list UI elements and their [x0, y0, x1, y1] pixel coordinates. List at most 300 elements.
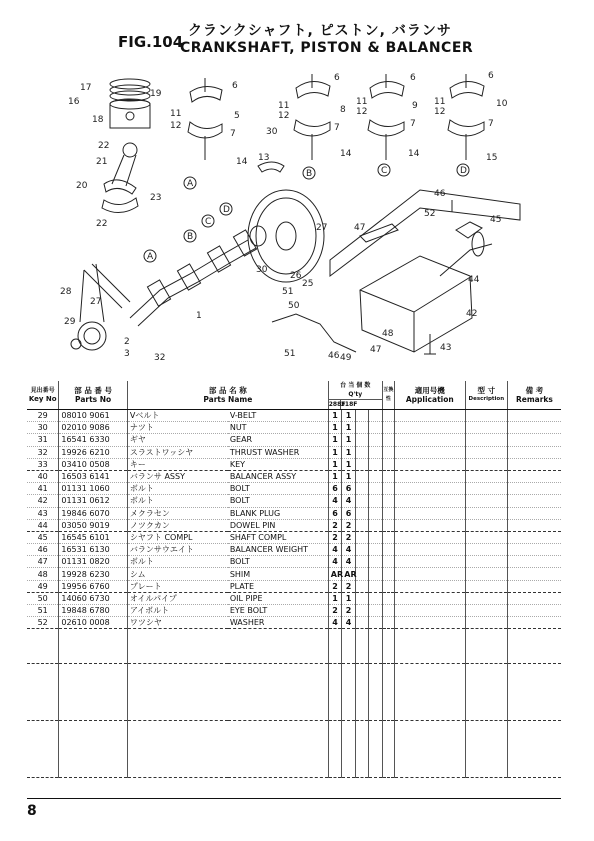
blank-cell — [465, 709, 507, 721]
callout-2: 2 — [124, 337, 130, 347]
qty-288f-cell: 2 — [328, 605, 342, 617]
blank-cell — [369, 743, 383, 754]
blank-cell — [355, 766, 369, 778]
qty-blank-cell — [369, 568, 383, 580]
qty-318f-cell: 2 — [342, 519, 356, 531]
blank-cell — [394, 709, 465, 721]
callout-6d: 6 — [488, 71, 494, 81]
blank-cell — [465, 675, 507, 686]
table-row — [27, 507, 561, 519]
blank-cell — [394, 652, 465, 664]
parts-no-cell: 16541 6330 — [59, 434, 128, 446]
qty-318f-cell: 4 — [342, 544, 356, 556]
callout-11b: 11 — [278, 101, 290, 111]
blank-cell — [59, 720, 128, 732]
header-qty-jp: 台 当 個 数 — [340, 382, 371, 389]
application-cell — [394, 580, 465, 592]
qty-318f-cell: 2 — [342, 531, 356, 543]
name-en-cell: BOLT — [228, 556, 328, 568]
blank-cell — [127, 766, 227, 778]
piston-rings-drawing — [110, 79, 150, 101]
application-cell — [394, 507, 465, 519]
blank-cell — [27, 743, 59, 754]
remarks-cell — [507, 410, 561, 422]
callout-43: 47 — [370, 345, 382, 355]
blank-cell — [27, 686, 59, 697]
interchange-cell — [382, 507, 394, 519]
blank-cell — [228, 629, 328, 641]
blank-cell — [394, 766, 465, 778]
qty-blank-cell — [355, 483, 369, 495]
remarks-cell — [507, 422, 561, 434]
callout-9: 9 — [412, 101, 418, 111]
blank-cell — [127, 675, 227, 686]
blank-cell — [342, 766, 356, 778]
parts-no-cell: 01131 0612 — [59, 495, 128, 507]
callout-40: 42 — [466, 309, 478, 319]
callout-42: 46 — [328, 351, 340, 361]
marker-d-shaft: D — [223, 205, 230, 215]
blank-cell — [507, 720, 561, 732]
blank-cell — [127, 629, 227, 641]
blank-cell — [394, 754, 465, 765]
application-cell — [394, 458, 465, 470]
interchange-cell — [382, 556, 394, 568]
header-key-jp: 見出番号 — [30, 387, 55, 394]
name-en-cell: PLATE — [228, 580, 328, 592]
name-jp-cell: スラストワッシヤ — [127, 446, 227, 458]
callout-49: 49 — [340, 353, 352, 363]
table-row — [27, 580, 561, 592]
bolt-drawing — [424, 334, 436, 354]
table-row — [27, 519, 561, 531]
blank-cell — [394, 641, 465, 652]
blank-cell — [369, 629, 383, 641]
blank-cell — [369, 720, 383, 732]
blank-cell — [59, 652, 128, 664]
interchange-cell — [382, 580, 394, 592]
header-desc-jp: 型 寸 — [477, 386, 496, 395]
key-no-cell: 49 — [27, 580, 59, 592]
blank-cell — [228, 652, 328, 664]
blank-cell — [59, 698, 128, 709]
callout-25: 25 — [302, 279, 314, 289]
parts-no-cell: 01131 0820 — [59, 556, 128, 568]
name-en-cell: KEY — [228, 458, 328, 470]
qty-288f-cell: 1 — [328, 422, 342, 434]
remarks-cell — [507, 580, 561, 592]
remarks-cell — [507, 617, 561, 629]
blank-cell — [228, 743, 328, 754]
name-jp-cell: ワツシヤ — [127, 617, 227, 629]
application-cell — [394, 519, 465, 531]
description-cell — [465, 531, 507, 543]
parts-no-cell: 19928 6230 — [59, 568, 128, 580]
blank-cell — [382, 720, 394, 732]
parts-list — [27, 381, 561, 778]
name-jp-cell: シム — [127, 568, 227, 580]
blank-cell — [59, 743, 128, 754]
blank-row — [27, 754, 561, 765]
blank-cell — [507, 709, 561, 721]
qty-288f-cell: 1 — [328, 592, 342, 604]
bearing-set-d — [448, 74, 484, 160]
qty-blank-cell — [369, 531, 383, 543]
blank-cell — [342, 732, 356, 743]
nut-drawing — [71, 339, 81, 349]
name-jp-cell: バランサウエイト — [127, 544, 227, 556]
blank-cell — [228, 732, 328, 743]
description-cell — [465, 556, 507, 568]
blank-cell — [507, 766, 561, 778]
header-interchange-text: 互換性 — [383, 387, 394, 402]
table-row — [27, 544, 561, 556]
callout-51b: 51 — [284, 349, 296, 359]
header-name-jp: 部 品 名 称 — [208, 386, 247, 395]
qty-318f-cell: 1 — [342, 410, 356, 422]
qty-blank-cell — [355, 617, 369, 629]
blank-cell — [328, 754, 342, 765]
callout-46: 45 — [490, 215, 502, 225]
blank-cell — [355, 732, 369, 743]
application-cell — [394, 446, 465, 458]
name-jp-cell: プレート — [127, 580, 227, 592]
application-cell — [394, 592, 465, 604]
blank-cell — [228, 675, 328, 686]
blank-cell — [228, 663, 328, 675]
description-cell — [465, 446, 507, 458]
callout-17: 17 — [80, 83, 92, 93]
blank-cell — [355, 698, 369, 709]
qty-288f-cell: 2 — [328, 580, 342, 592]
callout-27: 27 — [316, 223, 328, 233]
name-jp-cell: オイルパイプ — [127, 592, 227, 604]
name-en-cell: SHAFT COMPL — [228, 531, 328, 543]
blank-cell — [355, 686, 369, 697]
qty-blank-cell — [355, 410, 369, 422]
blank-cell — [369, 709, 383, 721]
header-interchange — [382, 381, 394, 410]
parts-no-cell: 16531 6130 — [59, 544, 128, 556]
blank-cell — [342, 754, 356, 765]
blank-row — [27, 709, 561, 721]
blank-cell — [59, 754, 128, 765]
blank-cell — [328, 629, 342, 641]
blank-cell — [465, 652, 507, 664]
callout-1: 1 — [196, 311, 202, 321]
marker-b-shaft: B — [187, 232, 194, 242]
blank-cell — [328, 743, 342, 754]
header-key-en: Key No — [28, 395, 57, 403]
table-row — [27, 568, 561, 580]
blank-cell — [228, 720, 328, 732]
name-jp-cell: ナツト — [127, 422, 227, 434]
blank-cell — [394, 698, 465, 709]
blank-cell — [127, 743, 227, 754]
header-parts-name — [127, 381, 328, 410]
header-description — [465, 381, 507, 410]
callout-14c: 14 — [408, 149, 420, 159]
blank-cell — [228, 754, 328, 765]
qty-288f-cell: 1 — [328, 434, 342, 446]
qty-blank-cell — [369, 470, 383, 482]
qty-318f-cell: 2 — [342, 580, 356, 592]
blank-cell — [228, 709, 328, 721]
parts-no-cell: 19846 6070 — [59, 507, 128, 519]
blank-cell — [328, 709, 342, 721]
blank-cell — [355, 754, 369, 765]
application-cell — [394, 544, 465, 556]
qty-blank-cell — [369, 544, 383, 556]
qty-blank-cell — [369, 519, 383, 531]
remarks-cell — [507, 495, 561, 507]
qty-318f-cell: 1 — [342, 422, 356, 434]
remarks-cell — [507, 483, 561, 495]
blank-cell — [507, 663, 561, 675]
qty-288f-cell: 4 — [328, 556, 342, 568]
blank-cell — [228, 766, 328, 778]
blank-cell — [507, 754, 561, 765]
qty-blank-cell — [355, 422, 369, 434]
connecting-rod-drawing — [102, 143, 138, 213]
blank-cell — [382, 709, 394, 721]
parts-no-cell: 03410 0508 — [59, 458, 128, 470]
header-rem-jp: 備 考 — [525, 386, 544, 395]
blank-cell — [369, 698, 383, 709]
parts-no-cell: 19956 6760 — [59, 580, 128, 592]
key-no-cell: 41 — [27, 483, 59, 495]
blank-cell — [59, 629, 128, 641]
interchange-cell — [382, 495, 394, 507]
blank-cell — [394, 720, 465, 732]
remarks-cell — [507, 446, 561, 458]
callout-15: 15 — [486, 153, 498, 163]
qty-blank-cell — [369, 556, 383, 568]
key-no-cell: 45 — [27, 531, 59, 543]
blank-cell — [382, 766, 394, 778]
application-cell — [394, 470, 465, 482]
remarks-cell — [507, 434, 561, 446]
qty-288f-cell: 1 — [328, 446, 342, 458]
blank-cell — [27, 629, 59, 641]
remarks-cell — [507, 519, 561, 531]
key-no-cell: 48 — [27, 568, 59, 580]
callout-28: 27 — [90, 297, 102, 307]
table-row — [27, 483, 561, 495]
blank-cell — [27, 652, 59, 664]
interchange-cell — [382, 531, 394, 543]
bearing-set-b — [294, 74, 330, 160]
header-model-288f: 288F — [328, 401, 346, 408]
application-cell — [394, 434, 465, 446]
callout-18: 18 — [92, 115, 104, 125]
blank-cell — [328, 663, 342, 675]
qty-288f-cell: 1 — [328, 458, 342, 470]
callout-5: 5 — [234, 111, 240, 121]
belt-drawing — [78, 264, 130, 350]
qty-318f-cell: 1 — [342, 458, 356, 470]
header-application — [394, 381, 465, 410]
blank-cell — [369, 675, 383, 686]
description-cell — [465, 422, 507, 434]
key-no-cell: 42 — [27, 495, 59, 507]
blank-cell — [355, 641, 369, 652]
callout-14a: 14 — [236, 157, 248, 167]
qty-blank-cell — [355, 592, 369, 604]
blank-cell — [342, 675, 356, 686]
header-qty-en: Q'ty — [348, 391, 363, 398]
name-jp-cell: メクラセン — [127, 507, 227, 519]
application-cell — [394, 617, 465, 629]
position-markers — [144, 164, 469, 262]
table-row — [27, 470, 561, 482]
blank-cell — [59, 641, 128, 652]
callout-48: 47 — [354, 223, 366, 233]
qty-288f-cell: 1 — [328, 410, 342, 422]
interchange-cell — [382, 458, 394, 470]
parts-no-cell: 02610 0008 — [59, 617, 128, 629]
key-no-cell: 32 — [27, 446, 59, 458]
description-cell — [465, 605, 507, 617]
blank-cell — [342, 663, 356, 675]
blank-cell — [394, 675, 465, 686]
blank-cell — [465, 686, 507, 697]
callout-21: 21 — [96, 157, 108, 167]
blank-cell — [507, 675, 561, 686]
qty-blank-cell — [369, 507, 383, 519]
description-cell — [465, 519, 507, 531]
callout-47: 46 — [434, 189, 446, 199]
blank-cell — [507, 743, 561, 754]
blank-cell — [342, 698, 356, 709]
oil-pipe-drawing — [272, 314, 356, 352]
application-cell — [394, 568, 465, 580]
blank-cell — [27, 698, 59, 709]
description-cell — [465, 483, 507, 495]
blank-cell — [355, 743, 369, 754]
blank-cell — [465, 754, 507, 765]
key-no-cell: 50 — [27, 592, 59, 604]
name-en-cell: BLANK PLUG — [228, 507, 328, 519]
blank-cell — [355, 720, 369, 732]
blank-row — [27, 766, 561, 778]
blank-cell — [465, 766, 507, 778]
name-en-cell: BOLT — [228, 495, 328, 507]
interchange-cell — [382, 617, 394, 629]
blank-cell — [382, 732, 394, 743]
key-no-cell: 47 — [27, 556, 59, 568]
name-en-cell: EYE BOLT — [228, 605, 328, 617]
blank-cell — [382, 652, 394, 664]
qty-318f-cell: 1 — [342, 470, 356, 482]
blank-cell — [355, 629, 369, 641]
blank-row — [27, 698, 561, 709]
blank-cell — [127, 686, 227, 697]
blank-cell — [127, 709, 227, 721]
callout-24: 23 — [150, 193, 162, 203]
callout-8: 8 — [340, 105, 346, 115]
interchange-cell — [382, 519, 394, 531]
callout-12a: 12 — [170, 121, 182, 131]
description-cell — [465, 458, 507, 470]
parts-no-cell: 08010 9061 — [59, 410, 128, 422]
application-cell — [394, 495, 465, 507]
description-cell — [465, 434, 507, 446]
application-cell — [394, 531, 465, 543]
header-app-jp: 適用号機 — [414, 386, 445, 395]
name-en-cell: NUT — [228, 422, 328, 434]
blank-cell — [342, 709, 356, 721]
qty-318f-cell: 6 — [342, 483, 356, 495]
marker-a-top: A — [187, 179, 194, 189]
name-en-cell: OIL PIPE — [228, 592, 328, 604]
blank-cell — [394, 663, 465, 675]
blank-cell — [507, 698, 561, 709]
qty-288f-cell: 4 — [328, 617, 342, 629]
qty-blank-cell — [369, 617, 383, 629]
blank-cell — [355, 663, 369, 675]
figure-number: FIG.104 — [118, 33, 184, 51]
blank-cell — [465, 629, 507, 641]
blank-cell — [228, 686, 328, 697]
qty-288f-cell: AR — [328, 568, 342, 580]
callout-13: 13 — [258, 153, 270, 163]
blank-cell — [59, 686, 128, 697]
qty-318f-cell: 4 — [342, 495, 356, 507]
qty-318f-cell: 2 — [342, 605, 356, 617]
qty-blank-cell — [369, 605, 383, 617]
remarks-cell — [507, 507, 561, 519]
blank-cell — [382, 743, 394, 754]
piston-drawing — [110, 99, 150, 128]
qty-blank-cell — [369, 495, 383, 507]
key-no-cell: 43 — [27, 507, 59, 519]
header-remarks — [507, 381, 561, 410]
name-en-cell: DOWEL PIN — [228, 519, 328, 531]
parts-no-cell: 02010 9086 — [59, 422, 128, 434]
blank-cell — [342, 629, 356, 641]
key-no-cell: 31 — [27, 434, 59, 446]
parts-no-cell: 16503 6141 — [59, 470, 128, 482]
callout-6c: 6 — [410, 73, 416, 83]
key-no-cell: 40 — [27, 470, 59, 482]
table-row — [27, 434, 561, 446]
blank-cell — [465, 732, 507, 743]
description-cell — [465, 617, 507, 629]
header-qty — [328, 381, 382, 410]
blank-cell — [507, 629, 561, 641]
callout-12b: 12 — [278, 111, 290, 121]
callout-33: 32 — [154, 353, 166, 363]
blank-row — [27, 743, 561, 754]
description-cell — [465, 507, 507, 519]
table-row — [27, 495, 561, 507]
qty-318f-cell: 4 — [342, 556, 356, 568]
blank-cell — [369, 652, 383, 664]
blank-cell — [369, 686, 383, 697]
blank-cell — [59, 709, 128, 721]
header-app-en: Application — [405, 395, 454, 404]
qty-288f-cell: 6 — [328, 483, 342, 495]
qty-288f-cell: 2 — [328, 531, 342, 543]
qty-blank-cell — [355, 519, 369, 531]
remarks-cell — [507, 531, 561, 543]
blank-cell — [465, 720, 507, 732]
callout-41: 43 — [440, 343, 452, 353]
blank-cell — [382, 675, 394, 686]
blank-cell — [382, 754, 394, 765]
footer-rule — [27, 798, 561, 799]
